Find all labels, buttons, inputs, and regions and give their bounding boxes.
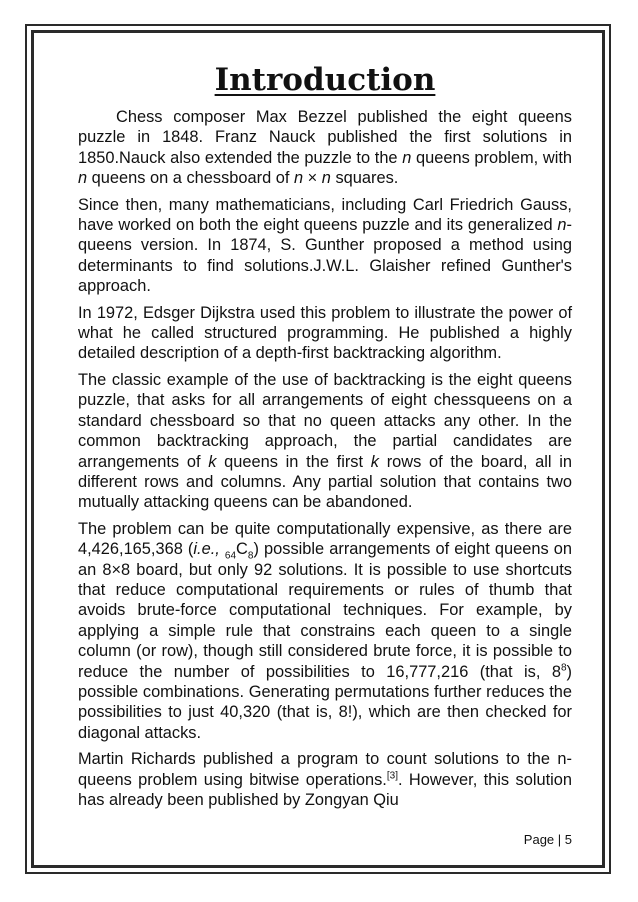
paragraph-bitwise: Martin Richards published a program to count solutions to the n-queens problem using bitwise operations.[3]. However, this solution has already been published by Zongyan Qiu xyxy=(78,750,572,809)
paragraph-dijkstra: In 1972, Edsger Dijkstra used this problem to illustrate the power of what he called structured programming. He published a highly detailed description of a depth-first backtracking algorithm. xyxy=(78,303,572,363)
page-title: Introduction xyxy=(214,62,436,98)
document-body xyxy=(78,62,572,816)
paragraph-history: Chess composer Max Bezzel published the eight queens puzzle in 1848. Franz Nauck published the first solutions in 1850.Nauck also extended the puzzle to the n queens problem, with n queens on a chessboard of n × n squares. xyxy=(78,108,573,188)
paragraph-complexity: The problem can be quite computationally expensive, as there are 4,426,165,368 (i.e., $_{64}C_8$) possible arrangements of eight queens on an 8×8 board, but only 92 solutions. It is possible to use shortcuts that reduce computational requirements or rules of thumb that avoids brute-force computational techniques. For example, by applying a simple rule that constrains each queen to a single column (or row), though still considered brute force, it is possible to reduce the number of possibilities to 16,777,216 (that is, $8^8$) possible combinations. Generating permutations further reduces the possibilities to just 40,320 (that is, 8!), which are then checked for diagonal attacks. xyxy=(78,519,572,742)
citation-link[interactable]: [3] xyxy=(386,770,398,782)
page-number: Page | 5 xyxy=(523,832,572,847)
paragraph-backtracking: The classic example of the use of backtracking is the eight queens puzzle, that asks for all arrangements of eight chessqueens on a standard chessboard so that no queen attacks any other. In the common backtracking approach, the partial candidates are arrangements of k queens in the first k rows of the board, all in different rows and columns. Any partial solution that contains two mutually attacking queens can be abandoned. xyxy=(78,370,573,512)
paragraph-gauss: Since then, many mathematicians, including Carl Friedrich Gauss, have worked on both the eight queens puzzle and its generalized n-queens version. In 1874, S. Gunther proposed a method using determinants to find solutions.J.W.L. Glaisher refined Gunther's approach. xyxy=(78,195,572,296)
